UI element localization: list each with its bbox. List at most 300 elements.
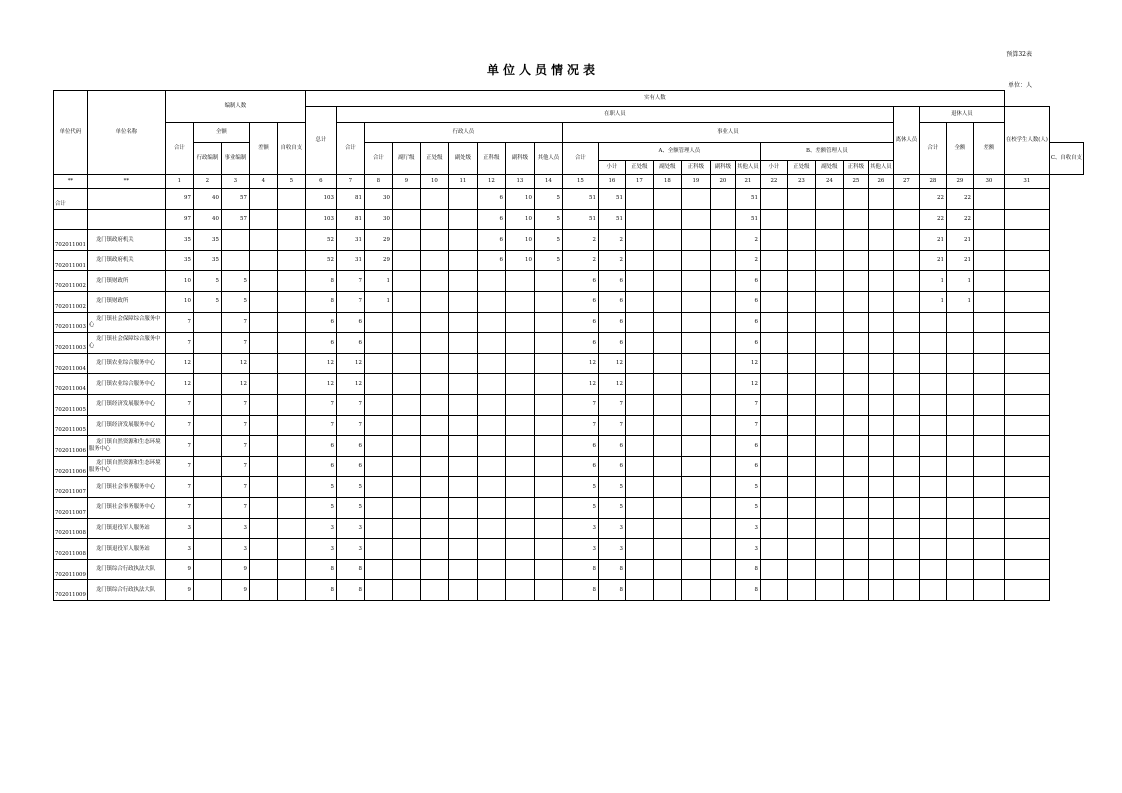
value-cell xyxy=(868,230,893,251)
value-cell: 6 xyxy=(735,333,760,354)
header-tx-heji: 合计 xyxy=(919,123,946,175)
unit-name-cell: 龙门镇社会事务服务中心 xyxy=(87,497,165,518)
value-cell xyxy=(843,250,868,271)
column-number: 13 xyxy=(505,175,534,189)
value-cell xyxy=(1004,230,1049,251)
value-cell xyxy=(277,580,305,601)
value-cell: 12 xyxy=(221,353,249,374)
value-cell xyxy=(815,497,843,518)
unit-name-cell: 龙门镇自然资源和生态环境服务中心 xyxy=(87,456,165,477)
value-cell xyxy=(277,250,305,271)
unit-name-cell: 龙门镇财政所 xyxy=(87,291,165,312)
header-bianzhi: 编制人数 xyxy=(165,91,305,123)
unit-code-cell: 702011007 xyxy=(54,497,88,518)
value-cell: 3 xyxy=(336,539,364,560)
value-cell xyxy=(420,250,448,271)
value-cell xyxy=(534,353,562,374)
column-number: 24 xyxy=(815,175,843,189)
value-cell xyxy=(710,539,735,560)
value-cell xyxy=(477,394,505,415)
value-cell xyxy=(392,394,420,415)
value-cell xyxy=(946,477,973,498)
value-cell xyxy=(505,312,534,333)
value-cell xyxy=(448,230,477,251)
value-cell: 6 xyxy=(598,271,625,292)
value-cell xyxy=(477,271,505,292)
value-cell xyxy=(420,580,448,601)
value-cell xyxy=(973,230,1004,251)
value-cell xyxy=(625,209,653,230)
value-cell xyxy=(973,271,1004,292)
unit-name-cell: 龙门镇农业综合服务中心 xyxy=(87,374,165,395)
value-cell xyxy=(760,209,787,230)
value-cell xyxy=(919,415,946,436)
value-cell: 6 xyxy=(598,291,625,312)
value-cell xyxy=(534,559,562,580)
value-cell xyxy=(973,394,1004,415)
value-cell xyxy=(448,436,477,457)
value-cell xyxy=(843,291,868,312)
value-cell xyxy=(364,477,392,498)
value-cell xyxy=(868,539,893,560)
header-zz-heji: 合计 xyxy=(336,123,364,175)
value-cell xyxy=(893,436,919,457)
value-cell xyxy=(249,230,277,251)
value-cell xyxy=(843,394,868,415)
value-cell: 6 xyxy=(735,271,760,292)
value-cell xyxy=(653,415,681,436)
value-cell: 6 xyxy=(305,436,336,457)
value-cell xyxy=(448,539,477,560)
value-cell: 40 xyxy=(193,189,221,210)
value-cell xyxy=(787,477,815,498)
column-number: 15 xyxy=(562,175,598,189)
value-cell: 7 xyxy=(598,415,625,436)
value-cell xyxy=(919,394,946,415)
value-cell: 51 xyxy=(598,209,625,230)
value-cell xyxy=(625,539,653,560)
value-cell xyxy=(477,415,505,436)
value-cell xyxy=(893,189,919,210)
value-cell: 97 xyxy=(165,209,193,230)
value-cell xyxy=(392,415,420,436)
unit-code-cell: 702011002 xyxy=(54,291,88,312)
value-cell: 5 xyxy=(305,477,336,498)
value-cell xyxy=(193,456,221,477)
value-cell xyxy=(364,497,392,518)
value-cell: 5 xyxy=(534,230,562,251)
column-number: 11 xyxy=(448,175,477,189)
value-cell xyxy=(787,230,815,251)
value-cell xyxy=(760,189,787,210)
value-cell xyxy=(420,415,448,436)
value-cell: 8 xyxy=(336,580,364,601)
value-cell xyxy=(681,250,710,271)
value-cell xyxy=(681,518,710,539)
value-cell: 12 xyxy=(305,353,336,374)
value-cell xyxy=(893,539,919,560)
value-cell xyxy=(787,415,815,436)
value-cell xyxy=(710,415,735,436)
value-cell xyxy=(843,230,868,251)
value-cell: 35 xyxy=(193,250,221,271)
value-cell: 5 xyxy=(534,189,562,210)
value-cell: 3 xyxy=(305,539,336,560)
value-cell xyxy=(919,374,946,395)
header-xz-heji: 合计 xyxy=(364,143,392,175)
value-cell: 12 xyxy=(336,374,364,395)
value-cell xyxy=(193,353,221,374)
value-cell xyxy=(653,394,681,415)
table-row xyxy=(54,353,1084,374)
value-cell xyxy=(843,189,868,210)
value-cell: 2 xyxy=(562,230,598,251)
value-cell xyxy=(681,353,710,374)
value-cell xyxy=(193,312,221,333)
value-cell xyxy=(1004,436,1049,457)
value-cell: 3 xyxy=(221,539,249,560)
unit-name-cell: 龙门镇退役军人服务站 xyxy=(87,539,165,560)
unit-code-cell: 702011004 xyxy=(54,374,88,395)
value-cell xyxy=(193,333,221,354)
header-tuixiu: 退休人员 xyxy=(919,107,1004,123)
value-cell xyxy=(815,189,843,210)
header-bz-quane: 全额 xyxy=(193,123,249,143)
value-cell xyxy=(919,559,946,580)
value-cell xyxy=(249,271,277,292)
value-cell xyxy=(787,580,815,601)
value-cell xyxy=(1004,518,1049,539)
column-number: 4 xyxy=(249,175,277,189)
value-cell xyxy=(420,394,448,415)
value-cell xyxy=(420,374,448,395)
value-cell xyxy=(1004,415,1049,436)
value-cell xyxy=(787,250,815,271)
value-cell xyxy=(625,477,653,498)
value-cell xyxy=(249,456,277,477)
value-cell xyxy=(277,353,305,374)
value-cell xyxy=(760,539,787,560)
value-cell xyxy=(710,394,735,415)
value-cell xyxy=(973,580,1004,601)
header-zaizhi: 在职人员 xyxy=(336,107,893,123)
value-cell xyxy=(760,580,787,601)
unit-name-cell: 龙门镇经济发展服务中心 xyxy=(87,394,165,415)
value-cell xyxy=(364,353,392,374)
value-cell xyxy=(868,394,893,415)
value-cell xyxy=(477,312,505,333)
value-cell: 5 xyxy=(336,497,364,518)
table-row xyxy=(54,497,1084,518)
column-number: 1 xyxy=(165,175,193,189)
value-cell xyxy=(477,497,505,518)
value-cell xyxy=(193,559,221,580)
unit-code-cell: 702011001 xyxy=(54,250,88,271)
value-cell xyxy=(193,394,221,415)
header-bz-heji: 合计 xyxy=(165,123,193,175)
value-cell: 7 xyxy=(165,477,193,498)
value-cell: 6 xyxy=(735,436,760,457)
value-cell: 3 xyxy=(562,518,598,539)
value-cell xyxy=(277,230,305,251)
unit-code-cell: 702011008 xyxy=(54,518,88,539)
value-cell: 40 xyxy=(193,209,221,230)
value-cell xyxy=(868,374,893,395)
value-cell: 6 xyxy=(562,436,598,457)
value-cell xyxy=(477,353,505,374)
value-cell xyxy=(710,456,735,477)
value-cell xyxy=(843,415,868,436)
value-cell xyxy=(815,333,843,354)
unit-code-cell: 702011002 xyxy=(54,271,88,292)
value-cell xyxy=(392,230,420,251)
value-cell xyxy=(277,291,305,312)
value-cell xyxy=(505,291,534,312)
value-cell: 5 xyxy=(336,477,364,498)
value-cell xyxy=(364,312,392,333)
value-cell xyxy=(1004,189,1049,210)
value-cell xyxy=(221,250,249,271)
value-cell xyxy=(653,250,681,271)
value-cell xyxy=(477,456,505,477)
value-cell xyxy=(893,374,919,395)
header-shiye: 事业人员 xyxy=(562,123,893,143)
value-cell xyxy=(653,271,681,292)
value-cell: 6 xyxy=(477,209,505,230)
value-cell xyxy=(710,230,735,251)
value-cell: 35 xyxy=(165,250,193,271)
value-cell xyxy=(625,230,653,251)
value-cell: 7 xyxy=(221,312,249,333)
value-cell xyxy=(815,353,843,374)
value-cell xyxy=(505,333,534,354)
value-cell xyxy=(364,374,392,395)
table-row xyxy=(54,559,1084,580)
value-cell xyxy=(893,333,919,354)
value-cell xyxy=(277,189,305,210)
value-cell: 7 xyxy=(735,415,760,436)
value-cell: 10 xyxy=(505,209,534,230)
value-cell: 6 xyxy=(305,312,336,333)
value-cell: 7 xyxy=(336,271,364,292)
value-cell xyxy=(477,539,505,560)
value-cell: 7 xyxy=(336,415,364,436)
table-row xyxy=(54,209,1084,230)
value-cell: 7 xyxy=(165,333,193,354)
value-cell xyxy=(392,518,420,539)
value-cell: 5 xyxy=(193,271,221,292)
value-cell xyxy=(477,291,505,312)
value-cell xyxy=(653,230,681,251)
value-cell: 6 xyxy=(562,333,598,354)
value-cell xyxy=(787,209,815,230)
value-cell xyxy=(653,477,681,498)
value-cell xyxy=(919,518,946,539)
value-cell: 3 xyxy=(598,539,625,560)
value-cell xyxy=(973,312,1004,333)
value-cell xyxy=(681,436,710,457)
value-cell xyxy=(392,189,420,210)
value-cell xyxy=(868,189,893,210)
value-cell xyxy=(420,456,448,477)
value-cell xyxy=(534,436,562,457)
value-cell: 6 xyxy=(598,312,625,333)
value-cell xyxy=(843,271,868,292)
value-cell: 3 xyxy=(735,518,760,539)
value-cell: 12 xyxy=(165,353,193,374)
value-cell: 3 xyxy=(165,518,193,539)
value-cell xyxy=(946,497,973,518)
header-xz-bianzhi: 行政编制 xyxy=(193,143,221,175)
value-cell xyxy=(249,291,277,312)
header-bz-zishou: 自收自支 xyxy=(277,123,305,175)
unit-name-cell: 龙门镇社会保障综合服务中心 xyxy=(87,333,165,354)
value-cell: 5 xyxy=(534,209,562,230)
header-b-xiaoji: 小计 xyxy=(760,161,787,175)
value-cell xyxy=(448,291,477,312)
value-cell xyxy=(946,374,973,395)
value-cell xyxy=(448,559,477,580)
unit-name-cell: 龙门镇政府机关 xyxy=(87,230,165,251)
value-cell xyxy=(392,353,420,374)
value-cell: 22 xyxy=(919,209,946,230)
unit-name-cell: 龙门镇财政所 xyxy=(87,271,165,292)
value-cell xyxy=(710,436,735,457)
value-cell xyxy=(760,415,787,436)
header-tx-chae: 差额 xyxy=(973,123,1004,175)
value-cell xyxy=(653,353,681,374)
value-cell xyxy=(420,333,448,354)
table-row xyxy=(54,539,1084,560)
value-cell xyxy=(277,312,305,333)
value-cell xyxy=(420,497,448,518)
value-cell: 3 xyxy=(165,539,193,560)
value-cell xyxy=(420,436,448,457)
value-cell: 6 xyxy=(336,456,364,477)
header-unit-code: 单位代码 xyxy=(54,91,88,175)
value-cell: 7 xyxy=(221,477,249,498)
value-cell xyxy=(868,477,893,498)
value-cell: 5 xyxy=(534,250,562,271)
value-cell: 7 xyxy=(221,415,249,436)
value-cell xyxy=(277,415,305,436)
value-cell xyxy=(946,415,973,436)
value-cell xyxy=(277,497,305,518)
value-cell xyxy=(534,291,562,312)
column-number-row xyxy=(54,175,1084,189)
value-cell: 6 xyxy=(562,312,598,333)
value-cell xyxy=(477,477,505,498)
value-cell xyxy=(681,312,710,333)
value-cell xyxy=(625,189,653,210)
header-a-fuchu: 副处级 xyxy=(653,161,681,175)
value-cell xyxy=(843,539,868,560)
value-cell xyxy=(946,436,973,457)
value-cell xyxy=(364,415,392,436)
value-cell xyxy=(249,539,277,560)
value-cell xyxy=(843,559,868,580)
value-cell xyxy=(1004,271,1049,292)
value-cell xyxy=(534,394,562,415)
value-cell xyxy=(787,497,815,518)
value-cell xyxy=(392,456,420,477)
value-cell xyxy=(919,497,946,518)
table-row xyxy=(54,394,1084,415)
value-cell xyxy=(653,436,681,457)
value-cell xyxy=(653,497,681,518)
value-cell xyxy=(505,518,534,539)
value-cell xyxy=(760,477,787,498)
value-cell: 7 xyxy=(562,415,598,436)
header-xz-fuchu: 副处级 xyxy=(448,143,477,175)
value-cell xyxy=(249,250,277,271)
value-cell xyxy=(893,456,919,477)
value-cell xyxy=(420,312,448,333)
value-cell: 2 xyxy=(562,250,598,271)
value-cell xyxy=(534,477,562,498)
value-cell xyxy=(477,374,505,395)
value-cell xyxy=(277,271,305,292)
value-cell xyxy=(843,580,868,601)
value-cell: 6 xyxy=(598,456,625,477)
value-cell: 22 xyxy=(919,189,946,210)
value-cell xyxy=(249,436,277,457)
value-cell xyxy=(249,477,277,498)
value-cell xyxy=(448,477,477,498)
value-cell: 2 xyxy=(598,250,625,271)
value-cell: 51 xyxy=(735,209,760,230)
value-cell xyxy=(534,518,562,539)
value-cell xyxy=(787,374,815,395)
value-cell xyxy=(843,333,868,354)
value-cell xyxy=(249,497,277,518)
value-cell xyxy=(681,394,710,415)
value-cell xyxy=(815,291,843,312)
value-cell: 5 xyxy=(193,291,221,312)
table-row xyxy=(54,456,1084,477)
value-cell: 12 xyxy=(735,353,760,374)
value-cell: 7 xyxy=(221,394,249,415)
value-cell: 1 xyxy=(919,291,946,312)
value-cell: 5 xyxy=(221,291,249,312)
value-cell xyxy=(392,580,420,601)
value-cell xyxy=(277,456,305,477)
value-cell: 10 xyxy=(165,271,193,292)
value-cell xyxy=(868,415,893,436)
value-cell xyxy=(505,497,534,518)
value-cell xyxy=(420,209,448,230)
value-cell xyxy=(625,333,653,354)
value-cell xyxy=(710,250,735,271)
value-cell: 22 xyxy=(946,189,973,210)
value-cell xyxy=(277,374,305,395)
value-cell xyxy=(919,353,946,374)
value-cell xyxy=(868,436,893,457)
value-cell xyxy=(477,518,505,539)
value-cell xyxy=(392,436,420,457)
value-cell xyxy=(946,394,973,415)
value-cell xyxy=(973,539,1004,560)
value-cell xyxy=(420,230,448,251)
value-cell xyxy=(815,456,843,477)
value-cell xyxy=(534,456,562,477)
column-number: 2 xyxy=(193,175,221,189)
value-cell xyxy=(277,436,305,457)
value-cell xyxy=(505,477,534,498)
value-cell xyxy=(534,415,562,436)
value-cell xyxy=(193,374,221,395)
value-cell: 8 xyxy=(305,559,336,580)
